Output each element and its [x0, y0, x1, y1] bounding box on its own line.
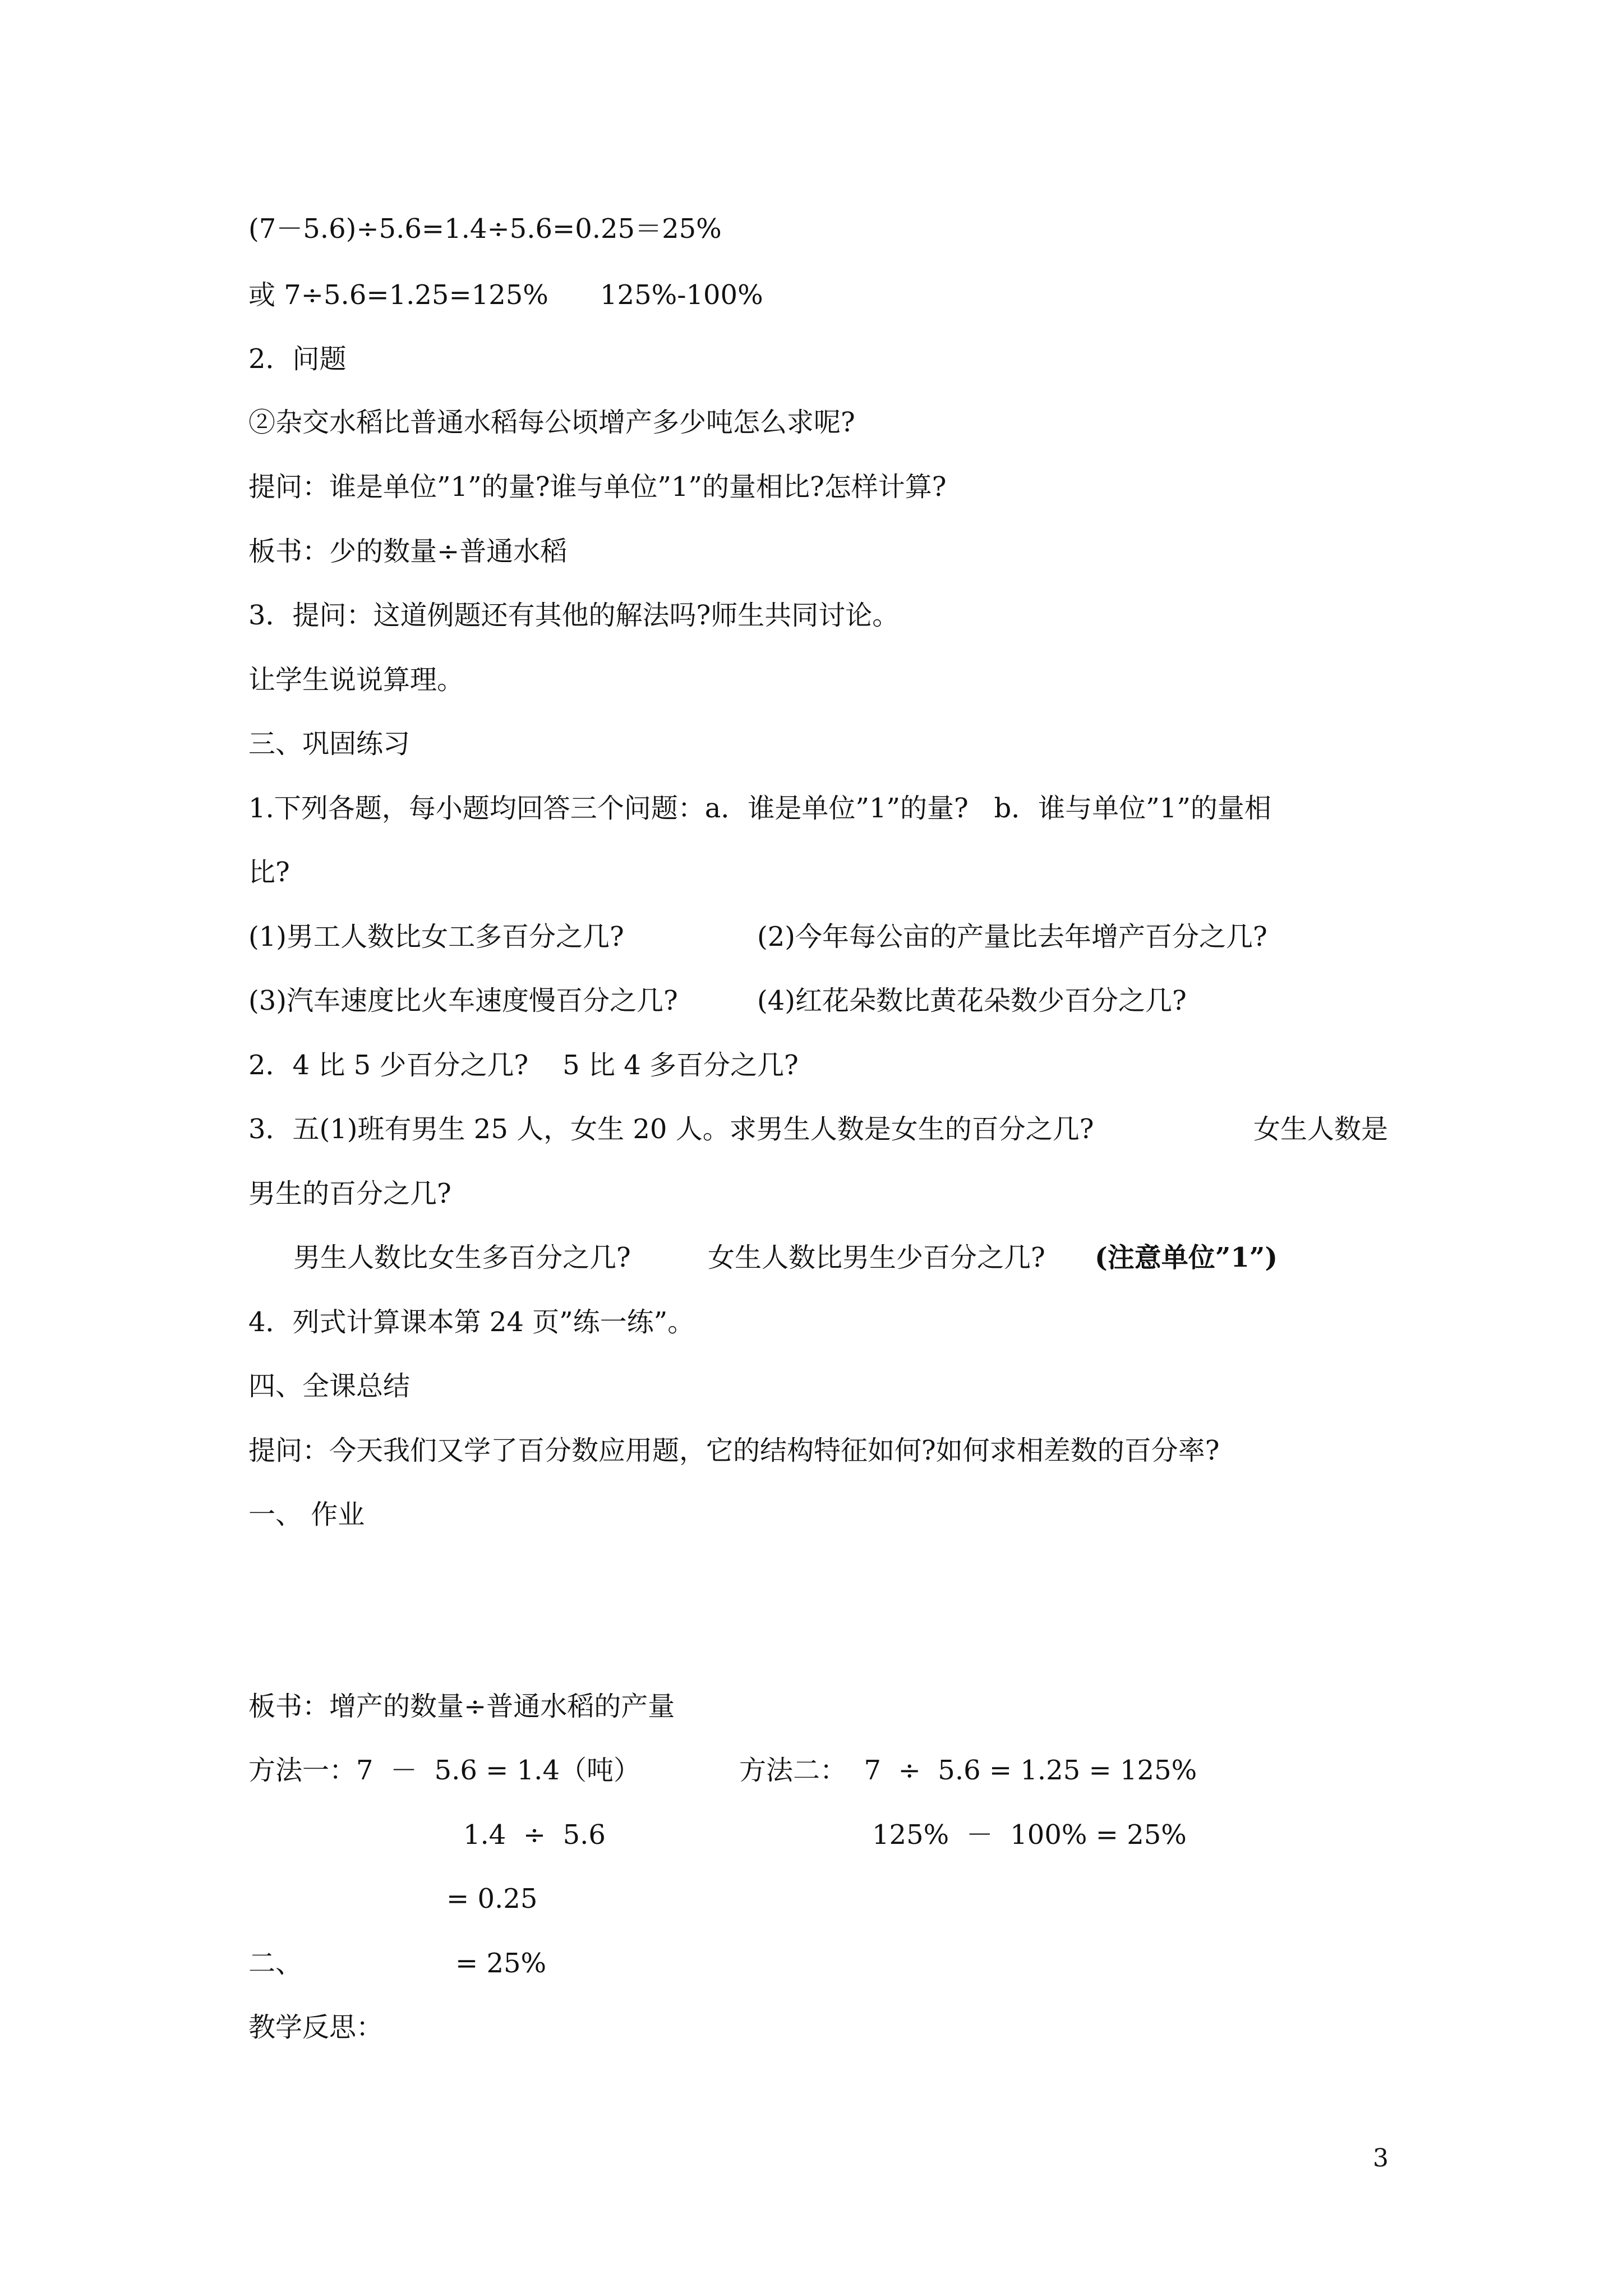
exercise-3-text-b: 女生人数是 [1253, 1114, 1389, 1145]
exercise-4-text: 4．列式计算课本第 24 页”练一练”。 [248, 1306, 695, 1338]
section-heading-homework: 一、 作业 [248, 1499, 365, 1530]
exercise-item-4: (4)红花朵数比黄花朵数少百分之几? [757, 985, 1187, 1016]
summary-prompt: 提问：今天我们又学了百分数应用题，它的结构特征如何?如何求相差数的百分率? [248, 1435, 1220, 1466]
question-2-text: ②杂交水稻比普通水稻每公顷增产多少吨怎么求呢? [248, 407, 855, 438]
section-heading-summary: 四、全课总结 [248, 1370, 411, 1402]
exercise-item-3: (3)汽车速度比火车速度慢百分之几? [248, 985, 678, 1016]
section-label-two: 二、 [248, 1948, 303, 1979]
method-1-result: = 0.25 [446, 1883, 538, 1915]
method-1-step: 1.4 ÷ 5.6 [463, 1819, 606, 1851]
page-number: 3 [1373, 2144, 1389, 2173]
exercise-item-1: (1)男工人数比女工多百分之几? [248, 921, 624, 953]
method-2-line: 方法二： 7 ÷ 5.6 = 1.25 = 125% [739, 1755, 1197, 1786]
board-note-1: 板书：少的数量÷普通水稻 [248, 536, 568, 567]
calc-line-2-b: 125%-100% [600, 279, 763, 311]
method-2-step: 125% － 100% = 25% [872, 1819, 1187, 1851]
note-unit-one: (注意单位”1”) [1095, 1242, 1278, 1273]
exercise-1-text-cont: 比? [248, 857, 290, 888]
exercise-1-text: 1.下列各题，每小题均回答三个问题：a．谁是单位”1”的量? b．谁与单位”1”的量相 [248, 793, 1271, 824]
exercise-3-text: 3．五(1)班有男生 25 人，女生 20 人。求男生人数是女生的百分之几? [248, 1114, 1094, 1145]
exercise-item-2: (2)今年每公亩的产量比去年增产百分之几? [757, 921, 1267, 953]
exercise-3-q1: 男生人数比女生多百分之几? [293, 1242, 631, 1273]
section-heading-practice: 三、巩固练习 [248, 728, 411, 760]
exercise-3-q2: 女生人数比男生少百分之几? [708, 1242, 1045, 1273]
method-1-final: = 25% [455, 1948, 547, 1979]
method-1-line: 方法一：7 － 5.6 = 1.4（吨） [248, 1755, 640, 1786]
calc-line-2: 或 7÷5.6=1.25=125% [248, 279, 548, 311]
student-explain-line: 让学生说说算理。 [248, 664, 464, 696]
calc-line-1: (7－5.6)÷5.6=1.4÷5.6=0.25＝25% [248, 213, 722, 245]
teaching-reflection-label: 教学反思： [248, 2012, 384, 2043]
prompt-line: 提问：谁是单位”1”的量?谁与单位”1”的量相比?怎样计算? [248, 471, 947, 503]
section-heading-question: 2．问题 [248, 343, 347, 375]
prompt-line-3: 3．提问：这道例题还有其他的解法吗?师生共同讨论。 [248, 600, 900, 631]
board-note-2: 板书：增产的数量÷普通水稻的产量 [248, 1691, 675, 1722]
exercise-3-text-cont: 男生的百分之几? [248, 1178, 451, 1209]
exercise-2-text: 2．4 比 5 少百分之几? 5 比 4 多百分之几? [248, 1050, 799, 1081]
